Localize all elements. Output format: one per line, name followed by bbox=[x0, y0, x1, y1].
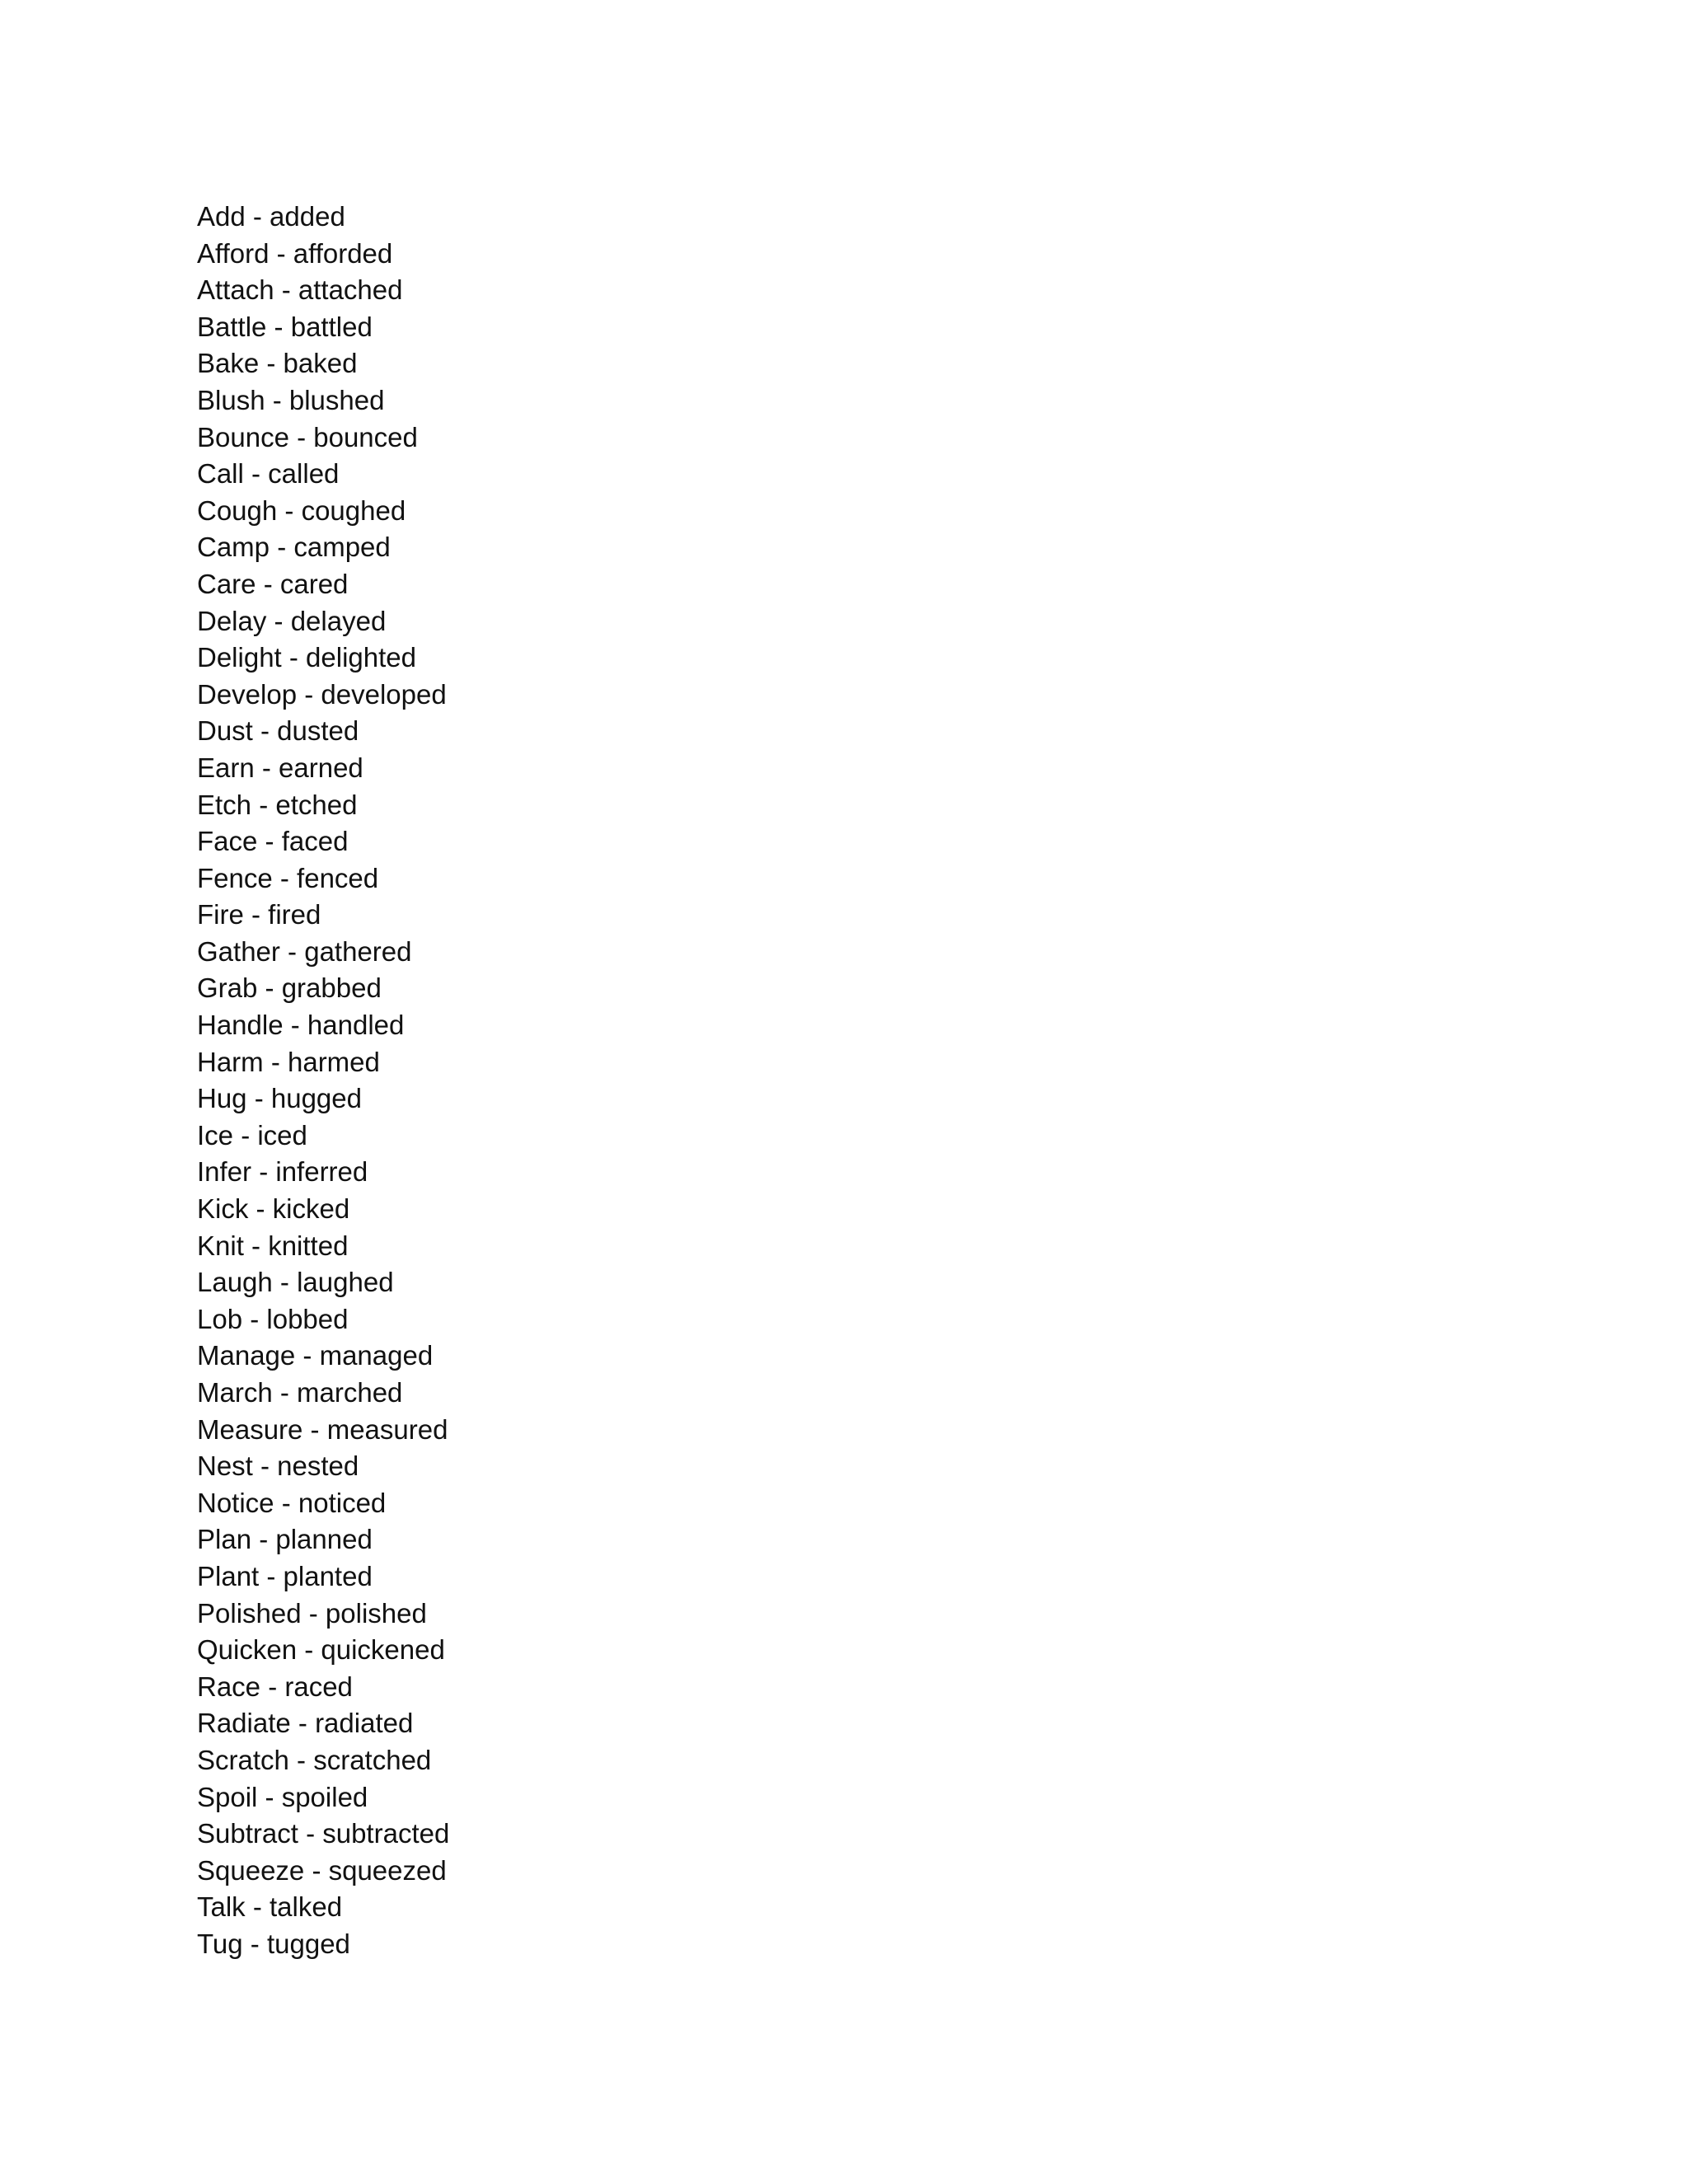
list-item: Call - called bbox=[197, 458, 340, 490]
list-item: Bounce - bounced bbox=[197, 421, 418, 452]
list-item: Infer - inferred bbox=[197, 1156, 368, 1188]
list-item: Fire - fired bbox=[197, 899, 321, 930]
list-item: Nest - nested bbox=[197, 1451, 359, 1482]
list-item: Attach - attached bbox=[197, 274, 403, 306]
list-item: Subtract - subtracted bbox=[197, 1818, 450, 1849]
list-item: Kick - kicked bbox=[197, 1193, 350, 1225]
list-item: Delay - delayed bbox=[197, 605, 387, 636]
list-item: Ice - iced bbox=[197, 1119, 307, 1151]
verb-list bbox=[197, 199, 449, 1963]
list-item: Plant - planted bbox=[197, 1560, 373, 1591]
list-item: Add - added bbox=[197, 201, 345, 232]
list-item: Radiate - radiated bbox=[197, 1708, 414, 1739]
list-item: Quicken - quickened bbox=[197, 1634, 445, 1666]
list-item: Handle - handled bbox=[197, 1010, 405, 1041]
list-item: Spoil - spoiled bbox=[197, 1781, 368, 1812]
list-item: Battle - battled bbox=[197, 311, 373, 342]
list-item: Dust - dusted bbox=[197, 715, 359, 747]
list-item: Bake - baked bbox=[197, 348, 358, 379]
list-item: Polished - polished bbox=[197, 1597, 427, 1629]
list-item: Knit - knitted bbox=[197, 1230, 349, 1261]
list-item: Notice - noticed bbox=[197, 1487, 387, 1518]
list-item: Squeeze - squeezed bbox=[197, 1854, 447, 1886]
list-item: Manage - managed bbox=[197, 1340, 434, 1371]
list-item: Talk - talked bbox=[197, 1891, 343, 1923]
list-item: Fence - fenced bbox=[197, 862, 379, 893]
list-item: Face - faced bbox=[197, 826, 349, 857]
list-item: Gather - gathered bbox=[197, 935, 412, 967]
list-item: Lob - lobbed bbox=[197, 1303, 349, 1334]
list-item: Laugh - laughed bbox=[197, 1267, 394, 1298]
list-item: Plan - planned bbox=[197, 1524, 373, 1555]
list-item: March - marched bbox=[197, 1377, 403, 1408]
list-item: Hug - hugged bbox=[197, 1083, 362, 1114]
list-item: Measure - measured bbox=[197, 1413, 448, 1445]
list-item: Tug - tugged bbox=[197, 1928, 350, 1959]
list-item: Blush - blushed bbox=[197, 384, 385, 415]
list-item: Cough - coughed bbox=[197, 494, 406, 526]
list-item: Afford - afforded bbox=[197, 237, 393, 269]
list-item: Etch - etched bbox=[197, 789, 358, 820]
list-item: Care - cared bbox=[197, 568, 349, 599]
list-item: Earn - earned bbox=[197, 752, 363, 783]
list-item: Grab - grabbed bbox=[197, 972, 382, 1004]
list-item: Scratch - scratched bbox=[197, 1744, 432, 1775]
list-item: Race - raced bbox=[197, 1671, 353, 1702]
list-item: Delight - delighted bbox=[197, 642, 416, 673]
list-item: Develop - developed bbox=[197, 678, 447, 710]
list-item: Harm - harmed bbox=[197, 1046, 380, 1077]
list-item: Camp - camped bbox=[197, 532, 391, 563]
